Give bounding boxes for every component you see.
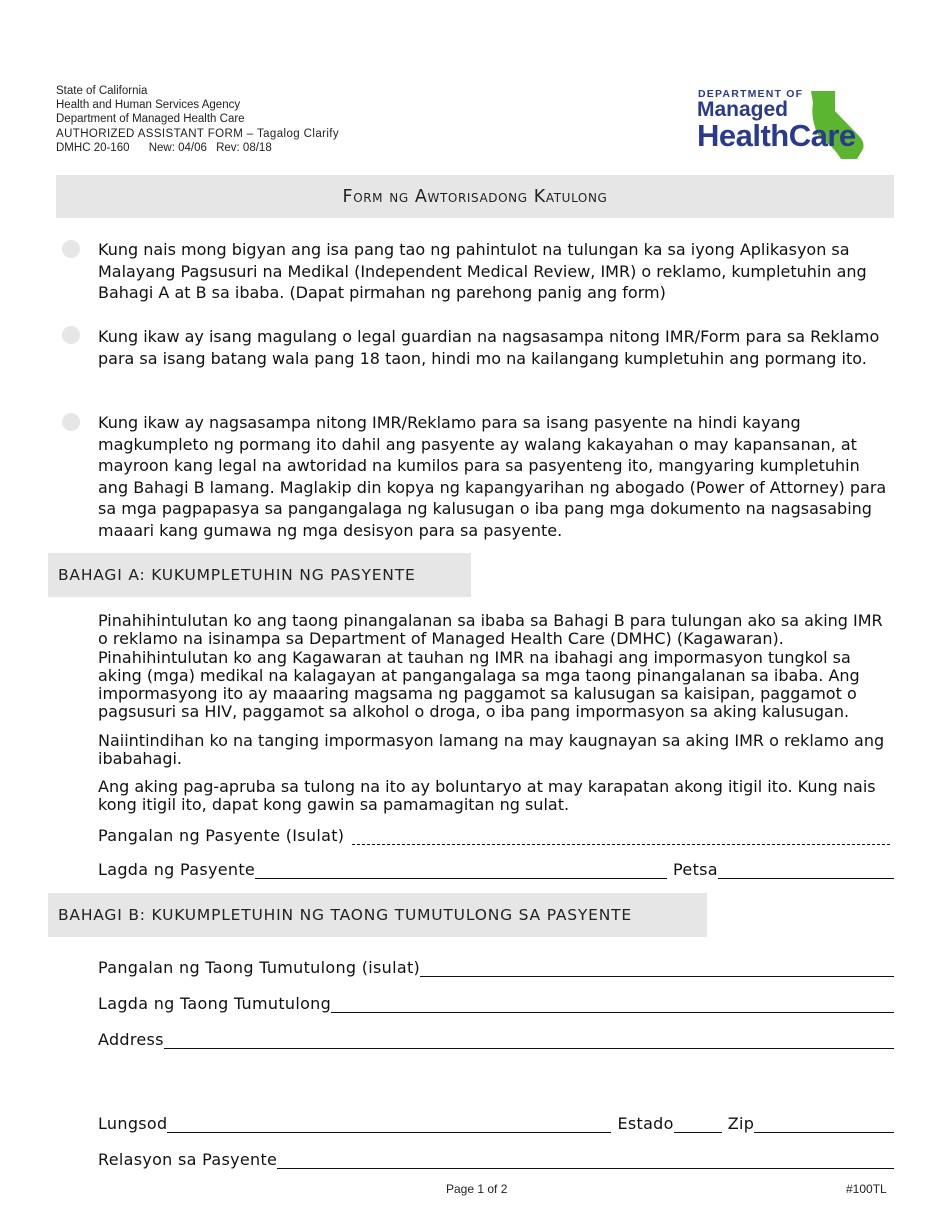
relationship-input[interactable] (277, 1153, 894, 1169)
patient-signature-input[interactable] (255, 863, 667, 879)
header-form-codes (56, 141, 339, 155)
date-input[interactable] (718, 863, 894, 879)
agency-header (56, 84, 339, 155)
header-line-state: State of California (56, 85, 148, 97)
logo-line-department-of: DEPARTMENT OF (698, 88, 804, 100)
form-code: DMHC 20-160 (56, 141, 130, 154)
patient-signature-field (98, 860, 894, 879)
intro-paragraph-2: Kung ikaw ay isang magulang o legal guardian na nagsasampa nitong IMR/Form para sa Reklamo para sa isang batang wala pang 18 taon, hindi mo na kailangang kumpletuhin ang pormang ito. (98, 327, 880, 368)
patient-signature-label: Lagda ng Pasyente (98, 860, 256, 879)
intro-paragraph-1: Kung nais mong bigyan ang isa pang tao ng pahintulot na tulungan ka sa iyong Aplikasyon sa Malayang Pagsusuri na Medikal (Independent Medical Review, IMR) o reklamo, kumpletuhin ang Bahagi A at B sa ibaba. (Dapat pirmahan ng parehong panig ang form) (98, 240, 867, 302)
part-a-paragraph-3: Ang aking pag-apruba sa tulong na ito ay boluntaryo at may karapatan akong itigil ito. Kung nais kong itigil ito, dapat kong gawin sa pamamagitan ng sulat. (98, 777, 876, 815)
helper-name-label: Pangalan ng Taong Tumutulong (isulat) (98, 958, 421, 977)
bullet-2-icon (62, 326, 80, 344)
relationship-label: Relasyon sa Pasyente (98, 1150, 278, 1169)
header-line-form-name: AUTHORIZED ASSISTANT FORM – Tagalog Clarify (56, 127, 340, 140)
logo-line-health-care: HealthCare (697, 118, 856, 153)
state-label: Estado (617, 1114, 674, 1133)
page-number: Page 1 of 2 (446, 1182, 508, 1196)
zip-label: Zip (727, 1114, 755, 1133)
header-line-agency: Health and Human Services Agency (56, 99, 241, 112)
intro-paragraph-3: Kung ikaw ay nagsasampa nitong IMR/Reklamo para sa isang pasyente na hindi kayang magkumpleto ng pormang ito dahil ang pasyente ay walang kakayahan o may kapansanan, at mayroon kang legal na awtoridad na kumilos para sa pasyenteng ito, mangyaring kumpletuhin ang Bahagi B lamang. Maglakip din kopya ng kapangyarihan ng abogado (Power of Attorney) para sa mga pagpapasya sa pangangalaga ng kalusugan o iba pang mga dokumento na nagsasabing maaari kang gumawa ng mga desisyon para sa pasyente. (98, 413, 887, 540)
helper-signature-input[interactable] (331, 997, 894, 1013)
state-input[interactable] (674, 1117, 722, 1133)
form-id: #100TL (846, 1182, 887, 1196)
address-input[interactable] (164, 1033, 894, 1049)
helper-signature-field (98, 994, 894, 1013)
helper-name-input[interactable] (420, 961, 894, 977)
header-line-department: Department of Managed Health Care (56, 113, 245, 126)
part-b-heading-bar (48, 893, 707, 937)
address-label: Address (98, 1030, 164, 1049)
patient-name-field (98, 826, 890, 845)
zip-input[interactable] (754, 1117, 894, 1133)
patient-name-input[interactable] (352, 829, 890, 845)
city-state-zip-field (98, 1114, 894, 1133)
helper-signature-label: Lagda ng Taong Tumutulong (98, 994, 332, 1013)
part-a-heading-bar (48, 553, 471, 597)
bullet-1-icon (62, 240, 80, 258)
address-field (98, 1030, 894, 1049)
part-b-heading: BAHAGI B: KUKUMPLETUHIN NG TAONG TUMUTULONG SA PASYENTE (58, 906, 633, 924)
part-a-paragraph-2: Naiintindihan ko na tanging impormasyon lamang na may kaugnayan sa aking IMR o reklamo ang ibabahagi. (98, 731, 885, 769)
dmhc-logo (697, 88, 897, 162)
logo-line-managed: Managed (697, 98, 789, 121)
date-label: Petsa (673, 860, 718, 879)
city-input[interactable] (167, 1117, 611, 1133)
patient-name-label: Pangalan ng Pasyente (Isulat) (98, 826, 345, 845)
form-title: Form ng Awtorisadong Katulong (342, 186, 608, 207)
helper-name-field (98, 958, 894, 977)
new-date: New: 04/06 (148, 141, 207, 154)
form-title-bar (56, 175, 894, 218)
city-label: Lungsod (98, 1114, 168, 1133)
relationship-field (98, 1150, 894, 1169)
part-a-paragraph-1: Pinahihintulutan ko ang taong pinangalanan sa ibaba sa Bahagi B para tulungan ako sa aking IMR o reklamo na isinampa sa Department of Managed Health Care (DMHC) (Kagawaran). Pinahihintulutan ko ang Kagawaran at tauhan ng IMR na ibahagi ang impormasyon tungkol sa aking (mga) medikal na kalagayan at pangangalaga sa mga taong pinangalanan sa ibaba. Ang impormasyong ito ay maaaring magsama ng paggamot sa kalusugan sa kaisipan, paggamot o pagsusuri sa HIV, paggamot sa alkohol o droga, o iba pang impormasyon sa aking kalusugan. (98, 611, 883, 722)
bullet-3-icon (62, 413, 80, 431)
part-a-heading: BAHAGI A: KUKUMPLETUHIN NG PASYENTE (58, 566, 416, 584)
rev-date: Rev: 08/18 (216, 141, 272, 154)
